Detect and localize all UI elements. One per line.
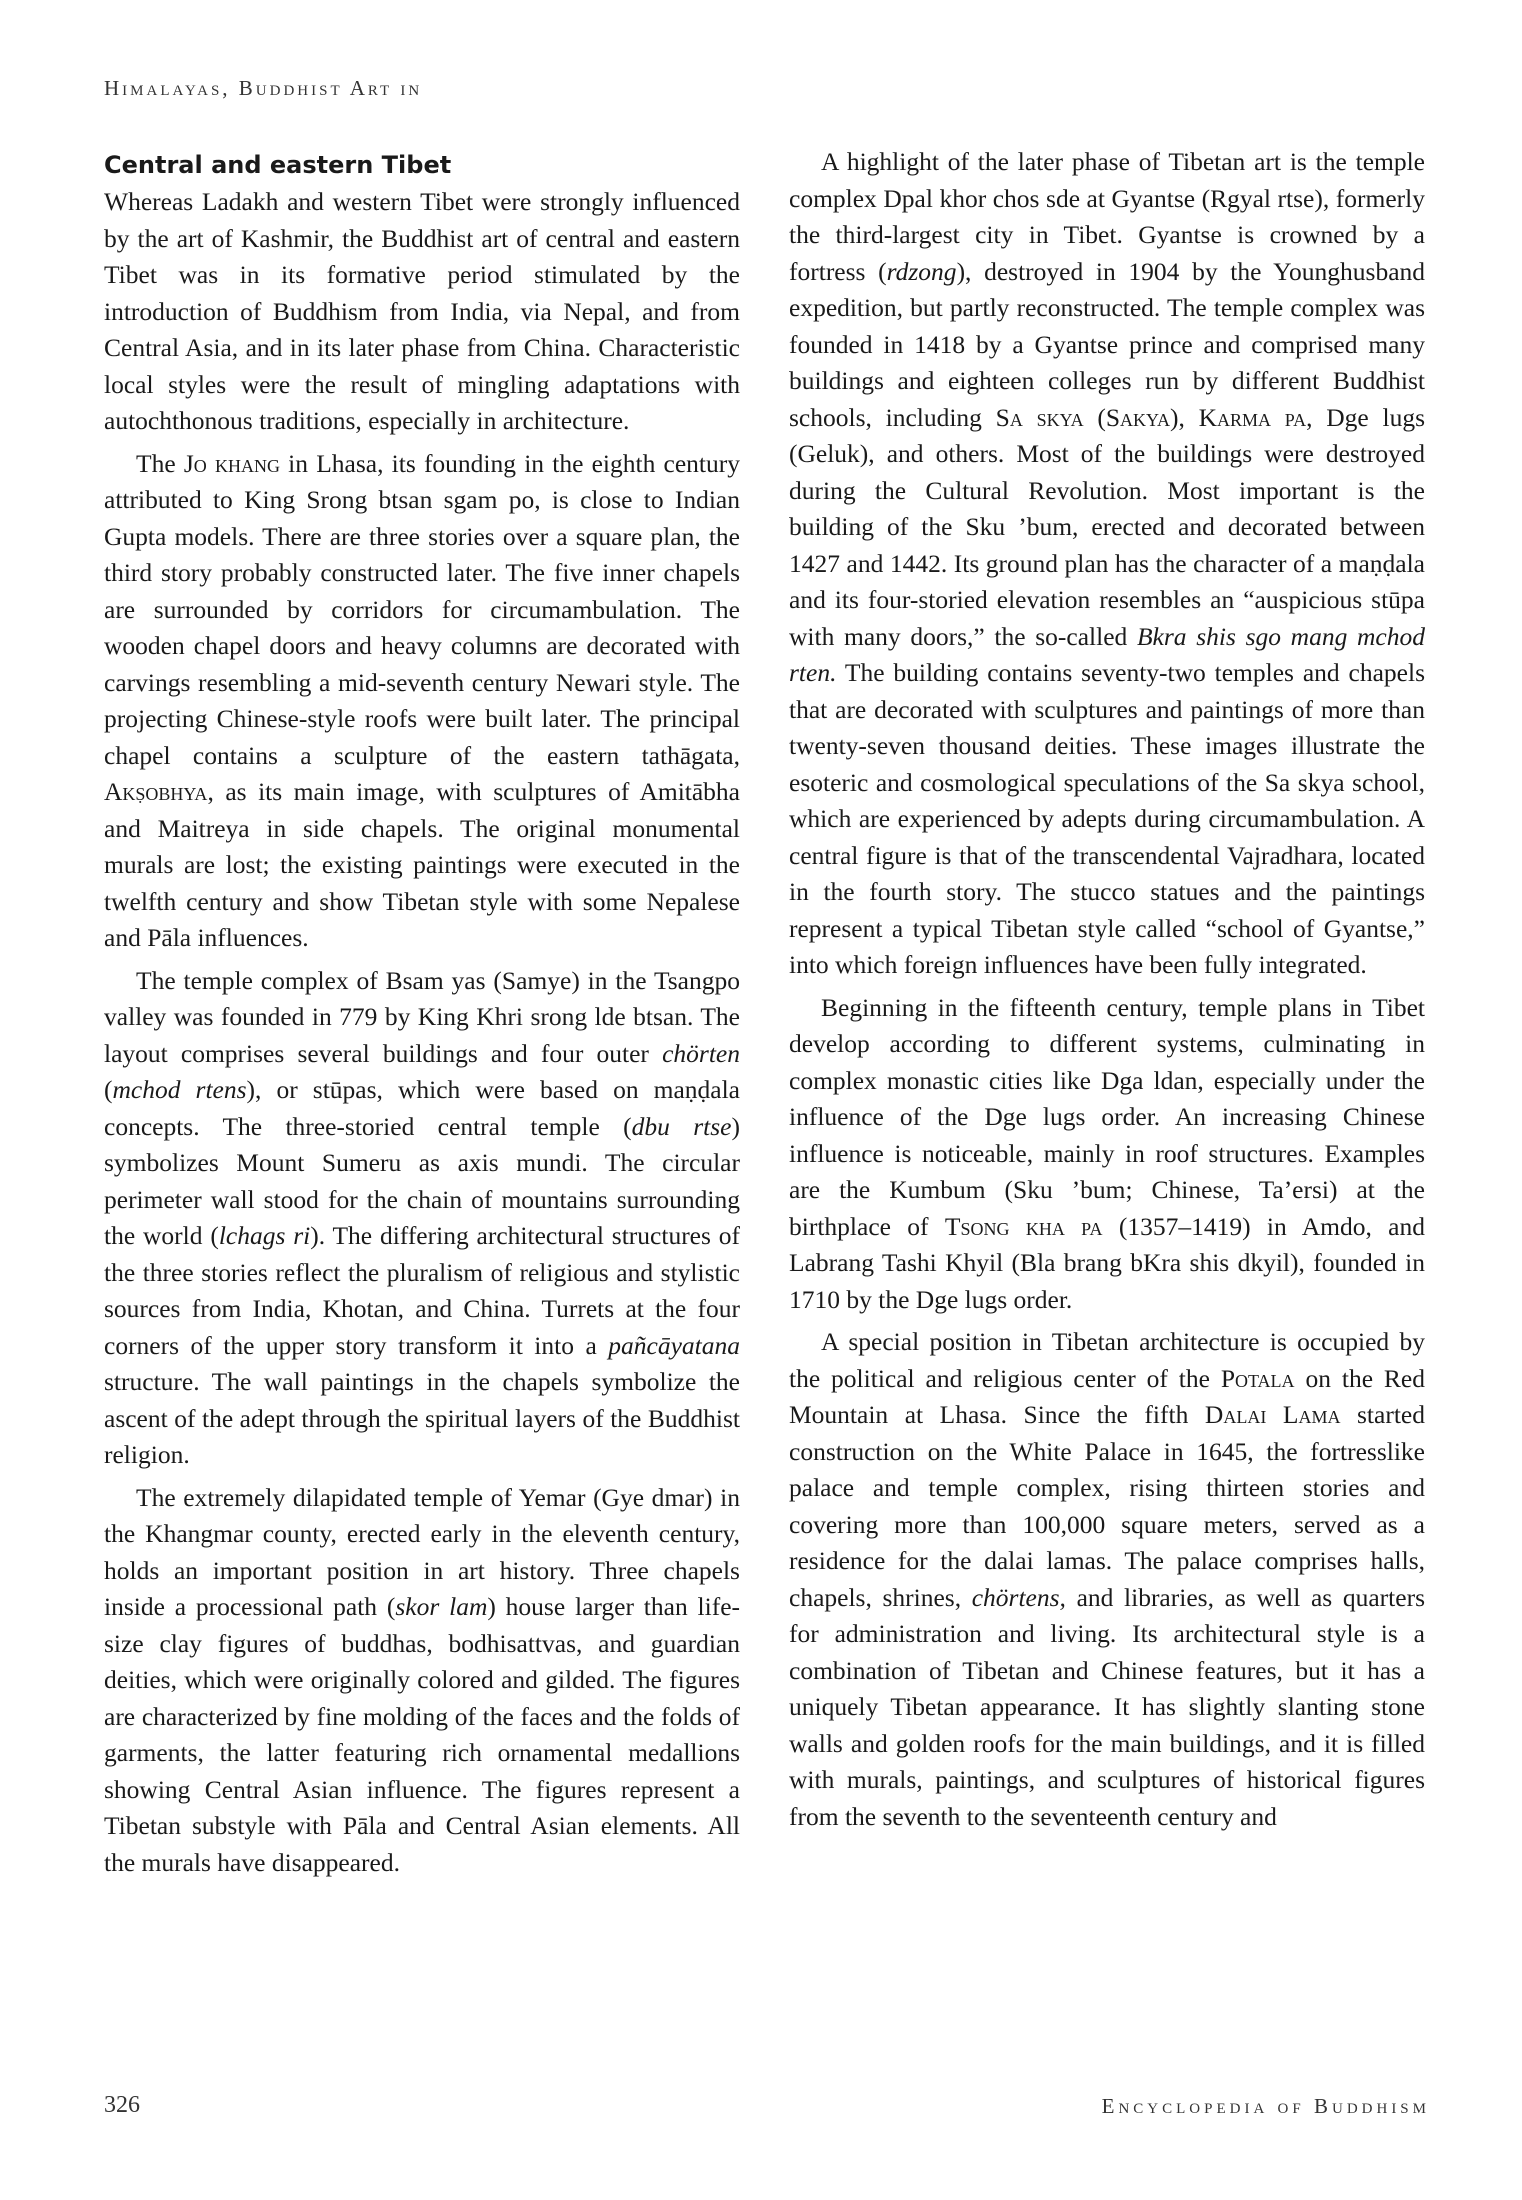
term: mchod rtens xyxy=(112,1075,247,1104)
text: ), destroyed in 1904 by the Younghusband expedition, but partly reconstructed. The temple complex was founded in 1418 by a Gyantse prince and comprised many buildings and eighteen colleges run by different Buddhist schools, including xyxy=(789,256,1426,432)
term: dbu rtse xyxy=(631,1111,732,1141)
text: , Dge lugs (Geluk), and others. Most of the buildings were destroyed during the Cultural Revolution. Most important is the building of the Sku ’bum, erected and decorated between 1427 and 1442. Its ground plan has the character of a maṇḍala and its four-storied elevation resembles an “auspicious stūpa with many doors,” the so-called xyxy=(789,402,1425,651)
paragraph-jokhang xyxy=(104,446,740,957)
term: lchags ri xyxy=(218,1221,311,1250)
page-number: 326 xyxy=(104,2092,140,2118)
term: chörtens, xyxy=(971,1582,1066,1612)
text: A special position in Tibetan architecture is occupied by the political and religious center of the xyxy=(789,1327,1425,1393)
xref-potala: Potala xyxy=(1220,1363,1295,1393)
term: skor lam xyxy=(395,1592,488,1621)
running-head: Himalayas, Buddhist Art in xyxy=(104,76,423,100)
text: The building contains seventy-two temples and chapels that are decorated with sculptures and paintings of more than twenty-seven thousand deities. These images illustrate the esoteric and cosmological speculations of the Sa skya school, which are experienced by adepts during circumambulation. A central figure is that of the transcendental Vajradhara, located in the fourth story. The stucco statues and the paintings represent a typical Tibetan style called “school of Gyantse,” into which foreign influences have been fully integrated. xyxy=(789,658,1425,979)
section-heading: Central and eastern Tibet xyxy=(104,151,452,179)
paragraph-temple-plans xyxy=(789,990,1425,1319)
text: , as its main image, with sculptures of Amitābha and Maitreya in side chapels. The original monumental murals are lost; the existing paintings were executed in the twelfth century and show Tibetan style with some Nepalese and Pāla influences. xyxy=(104,777,740,952)
book-title: Encyclopedia of Buddhism xyxy=(1101,2094,1430,2118)
paragraph-gyantse xyxy=(789,144,1425,984)
term: chörten xyxy=(662,1038,740,1068)
text: ), or stūpas, which were based on maṇḍala concepts. The three-storied central temple ( xyxy=(104,1075,740,1141)
text: The xyxy=(136,448,184,478)
text: ). The differing architectural structures of the three stories reflect the pluralism of religious and stylistic sources from India, Khotan, and China. Turrets at the four corners of the upper story transform it into a xyxy=(104,1221,740,1360)
text: on the Red Mountain at Lhasa. Since the fifth xyxy=(789,1363,1425,1429)
text: started construction on the White Palace in 1645, the fortresslike palace and temple complex, rising thirteen stories and covering more than 100,000 square meters, served as a residence for the dalai lamas. The palace comprises halls, chapels, shrines, xyxy=(789,1400,1425,1612)
xref-tsong-kha-pa: Tsong kha pa xyxy=(944,1211,1103,1241)
text: , xyxy=(1178,402,1199,432)
right-column xyxy=(789,144,1425,1841)
left-column xyxy=(104,148,740,1887)
xref-dalai-lama: Dalai Lama xyxy=(1204,1400,1341,1429)
xref-karma-pa: Karma pa xyxy=(1198,402,1307,432)
term: pañcāyatana xyxy=(608,1330,740,1360)
xref-sakya: Sa skya (Sakya) xyxy=(995,402,1179,432)
term: rdzong xyxy=(886,256,957,286)
text: The temple complex of Bsam yas (Samye) in the Tsangpo valley was founded in 779 by King Khri srong lde btsan. The layout comprises several buildings and four outer xyxy=(104,965,740,1068)
text: structure. The wall paintings in the chapels symbolize the ascent of the adept through the spiritual layers of the Buddhist religion. xyxy=(104,1367,740,1469)
text: ( xyxy=(104,1075,113,1104)
text: A highlight of the later phase of Tibetan art is the temple complex Dpal khor chos sde at Gyantse (Rgyal rtse), formerly the third-largest city in Tibet. Gyantse is crowned by a fortress ( xyxy=(789,147,1425,286)
xref-jokhang: Jo khang xyxy=(183,448,280,478)
text: Beginning in the fifteenth century, temple plans in Tibet develop according to different systems, culminating in complex monastic cities like Dga ldan, especially under the influence of the Dge lugs order. An increasing Chinese influence is noticeable, mainly in roof structures. Examples are the Kumbum (Sku ’bum; Chinese, Ta’ersi) at the birthplace of xyxy=(789,992,1425,1241)
paragraph-yemar xyxy=(104,1480,740,1882)
text: ) symbolizes Mount Sumeru as axis mundi. The circular perimeter wall stood for the chain of mountains surrounding the world ( xyxy=(104,1111,740,1250)
paragraph-potala xyxy=(789,1324,1425,1835)
text: and libraries, as well as quarters for administration and living. Its architectural style is a combination of Tibetan and Chinese features, but it has a uniquely Tibetan appearance. It has slightly slanting stone walls and golden roofs for the main buildings, and it is filled with murals, paintings, and sculptures of historical figures from the seventh to the seventeenth century and xyxy=(789,1582,1425,1831)
text: (1357–1419) in Amdo, and Labrang Tashi Khyil (Bla brang bKra shis dkyil), founded in 1710 by the Dge lugs order. xyxy=(789,1211,1425,1314)
xref-akshobhya: Akṣobhya xyxy=(104,777,208,806)
text: The extremely dilapidated temple of Yemar (Gye dmar) in the Khangmar county, erected early in the eleventh century, holds an important position in art history. Three chapels inside a processional path ( xyxy=(104,1482,740,1621)
term: Bkra shis sgo mang mchod rten. xyxy=(789,621,1425,687)
paragraph-intro: Whereas Ladakh and western Tibet were strongly influenced by the art of Kashmir, the Buddhist art of central and eastern Tibet was in its formative period stimulated by the introduction of Buddhism from India, via Nepal, and from Central Asia, and in its later phase from China. Characteristic local styles were the result of mingling adaptations with autochthonous traditions, especially in architecture. xyxy=(104,187,740,435)
text: in Lhasa, its founding in the eighth century attributed to King Srong btsan sgam po, is close to Indian Gupta models. There are three stories over a square plan, the third story probably constructed later. The five inner chapels are surrounded by corridors for circumambulation. The wooden chapel doors and heavy columns are decorated with carvings resembling a mid-seventh century Newari style. The projecting Chinese-style roofs were built later. The principal chapel contains a sculpture of the eastern tathāgata, xyxy=(104,448,740,770)
text: ) house larger than life-size clay figures of buddhas, bodhisattvas, and guardian deities, which were originally colored and gilded. The figures are characterized by fine molding of the faces and the folds of garments, the latter featuring rich ornamental medallions showing Central Asian influence. The figures represent a Tibetan substyle with Pāla and Central Asian elements. All the murals have disappeared. xyxy=(104,1592,741,1877)
paragraph-samye xyxy=(104,963,740,1474)
